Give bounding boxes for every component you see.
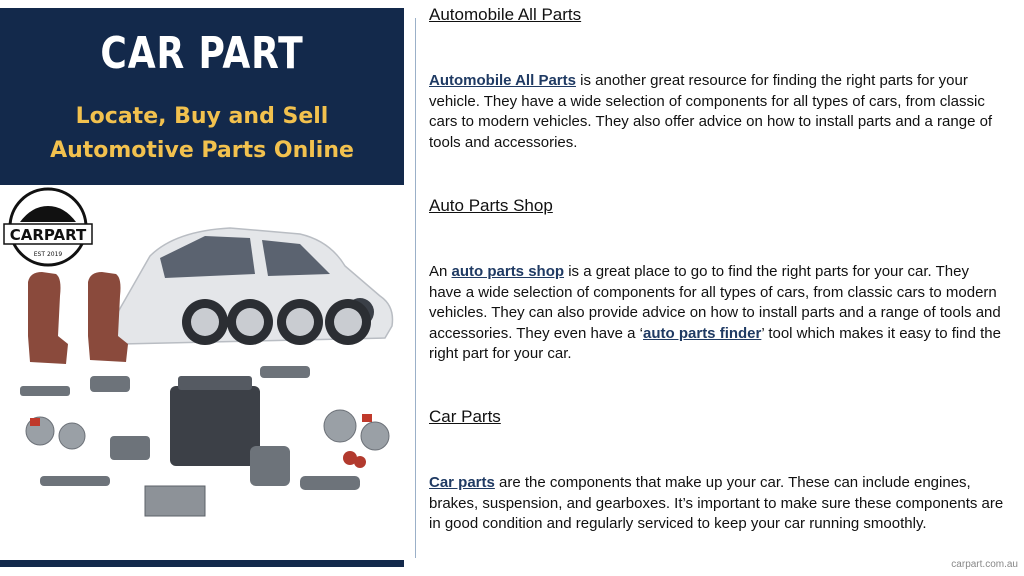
paragraph-text: An xyxy=(429,263,452,280)
paragraph-text: is a great place to go to find the right parts for your car. They have a wide selection of components for all types of cars, from classic cars to modern vehicles. They can also provide advice on how to install parts and a range of tools and accessories. They even have a ‘ xyxy=(429,263,1001,342)
auto-parts-finder-link[interactable]: auto parts finder xyxy=(643,324,762,342)
banner-subtitle: Locate, Buy and Sell Automotive Parts Online xyxy=(50,104,354,163)
section-paragraph-car-parts xyxy=(429,473,1004,535)
section-paragraph-auto-parts-shop xyxy=(429,262,1004,365)
footer-domain: carpart.com.au xyxy=(951,559,1018,570)
paragraph-text: is another great resource for finding the right parts for your vehicle. They have a wide selection of components for all types of cars, from classic cars to modern vehicles. They also offer advice on how to install parts and a range of tools and accessories. xyxy=(429,72,993,151)
bottom-bar xyxy=(0,560,404,567)
car-parts-link[interactable]: Car parts xyxy=(429,474,495,491)
section-heading-auto-parts-shop: Auto Parts Shop xyxy=(429,196,553,215)
section-heading-car-parts: Car Parts xyxy=(429,407,501,426)
title-banner xyxy=(0,8,404,185)
auto-parts-shop-link[interactable]: auto parts shop xyxy=(451,263,565,280)
paragraph-text: are the components that make up your car. These can include engines, brakes, suspension, and gearboxes. It’s important to make sure these components are in good condition and regularly serviced to keep your car running smoothly. xyxy=(429,474,1004,533)
logo-tagline: EST 2019 xyxy=(33,251,63,258)
column-divider xyxy=(415,18,416,558)
section-heading-automobile-all-parts: Automobile All Parts xyxy=(429,5,582,24)
logo-wordmark: CARPART xyxy=(9,226,87,244)
banner-title: CAR PART xyxy=(100,28,304,79)
section-paragraph-automobile-all-parts xyxy=(429,71,1004,153)
automobile-all-parts-link[interactable]: Automobile All Parts xyxy=(429,72,576,89)
carpart-logo xyxy=(2,186,94,268)
left-image-panel xyxy=(0,0,404,567)
paragraph-text: ’ tool which makes it easy to find the right part for your car. xyxy=(429,324,1001,363)
